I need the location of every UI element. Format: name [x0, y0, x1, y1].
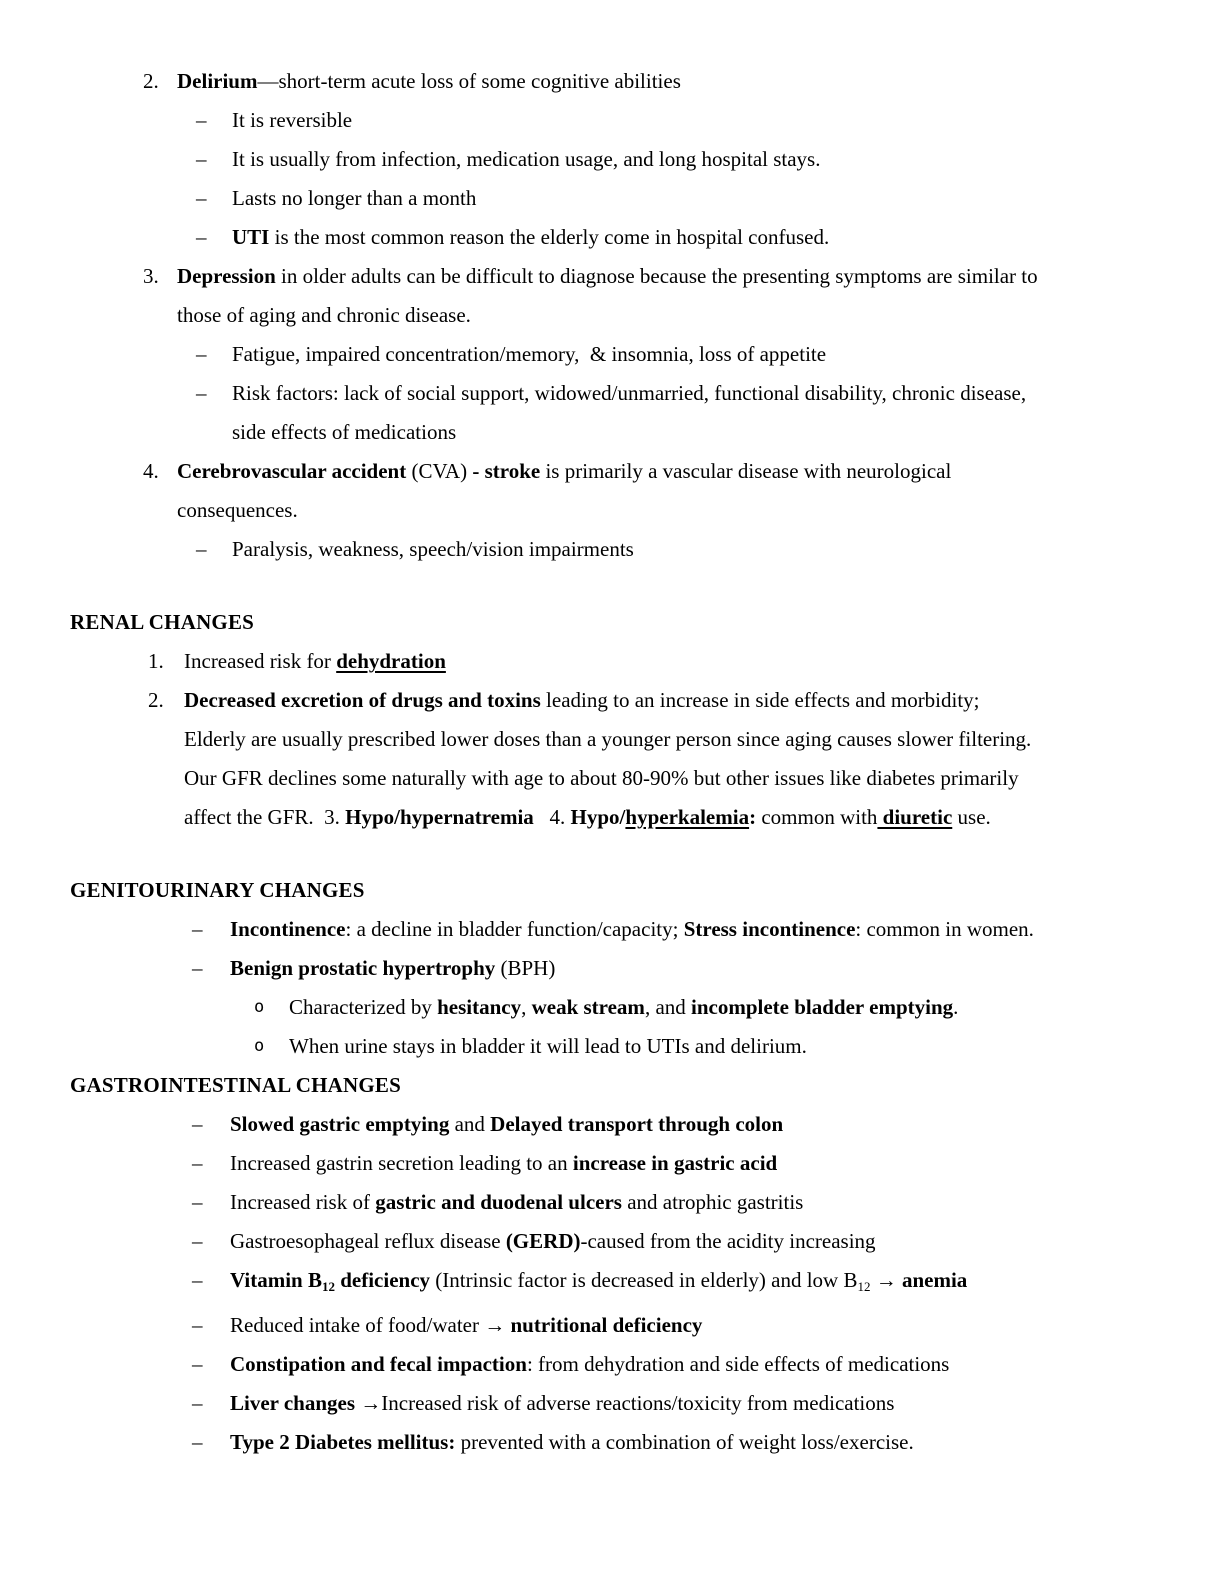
text-run: Decreased excretion of drugs and toxins: [184, 688, 541, 712]
text-run: Incontinence: [230, 917, 346, 941]
text-run: Depression: [177, 264, 276, 288]
text-run: prevented with a combination of weight loss/exercise.: [455, 1430, 914, 1454]
text-run: Vitamin B: [230, 1268, 322, 1292]
text-run: Lasts no longer than a month: [232, 186, 477, 210]
list-marker: –: [192, 1430, 203, 1454]
text-run: Liver changes: [230, 1391, 361, 1415]
text-run: dehydration: [336, 649, 446, 673]
text-run: diuretic: [877, 805, 953, 829]
text-run: consequences.: [177, 498, 298, 522]
text-run: .: [953, 995, 959, 1019]
bullet-item: [0, 1144, 1224, 1183]
wrapped-line: [0, 491, 1224, 530]
list-marker: –: [192, 1313, 203, 1337]
sub-bullet-item: [0, 1027, 1224, 1066]
text-run: →: [360, 1391, 382, 1415]
list-marker: –: [196, 342, 207, 366]
wrapped-line: [0, 413, 1224, 452]
text-run: →: [875, 1268, 897, 1292]
text-run: Hypo/: [570, 805, 626, 829]
bullet-item: [0, 335, 1224, 374]
text-run: nutritional deficiency: [510, 1313, 703, 1337]
text-run: is primarily a vascular disease with neurological: [540, 459, 952, 483]
text-run: weak stream: [531, 995, 645, 1019]
text-run: (Intrinsic factor is decreased in elderly) and low B: [430, 1268, 858, 1292]
text-run: Risk factors: lack of social support, widowed/unmarried, functional disability, chronic disease,: [232, 381, 1027, 405]
text-run: and atrophic gastritis: [621, 1190, 804, 1214]
text-run: When urine stays in bladder it will lead to UTIs and delirium.: [289, 1034, 807, 1058]
text-run: Hypo/hypernatremia: [345, 805, 534, 829]
list-marker: o: [254, 1036, 265, 1056]
text-run: Delirium: [177, 69, 258, 93]
text-run: →: [484, 1313, 506, 1337]
list-marker: –: [196, 537, 207, 561]
text-run: anemia: [901, 1268, 968, 1292]
text-run: incomplete bladder emptying: [691, 995, 954, 1019]
bullet-item: [0, 101, 1224, 140]
text-run: common with: [756, 805, 878, 829]
bullet-item: [0, 1261, 1224, 1306]
text-run: hesitancy: [437, 995, 522, 1019]
list-marker: –: [192, 917, 203, 941]
text-run: 4.: [533, 805, 571, 829]
numbered-list-item: [0, 62, 1224, 101]
text-run: Increased gastrin secretion leading to an: [230, 1151, 573, 1175]
text-run: increase in gastric acid: [572, 1151, 778, 1175]
list-marker: –: [196, 381, 207, 405]
text-run: gastric and duodenal ulcers: [375, 1190, 622, 1214]
text-run: : common in women.: [855, 917, 1034, 941]
text-run: : a decline in bladder function/capacity;: [345, 917, 684, 941]
section-heading: [0, 1066, 1224, 1105]
text-run: Constipation and fecal impaction: [230, 1352, 527, 1376]
list-marker: 2.: [148, 688, 164, 712]
text-run: Increased risk of adverse reactions/toxicity from medications: [381, 1391, 895, 1415]
list-marker: 2.: [143, 69, 159, 93]
bullet-item: [0, 140, 1224, 179]
text-run: - stroke: [472, 459, 541, 483]
text-run: those of aging and chronic disease.: [177, 303, 471, 327]
text-run: 12: [321, 1279, 335, 1294]
text-run: use.: [952, 805, 991, 829]
wrapped-line: [0, 798, 1224, 837]
list-marker: –: [192, 1229, 203, 1253]
bullet-item: [0, 1423, 1224, 1462]
list-marker: o: [254, 997, 265, 1017]
text-run: 12: [857, 1279, 871, 1294]
text-run: Stress incontinence: [683, 917, 856, 941]
text-run: Gastroesophageal reflux disease: [230, 1229, 506, 1253]
list-marker: 1.: [148, 649, 164, 673]
text-run: (CVA): [406, 459, 473, 483]
text-run: deficiency: [334, 1268, 431, 1292]
bullet-item: [0, 1105, 1224, 1144]
text-run: GENITOURINARY CHANGES: [70, 878, 365, 902]
text-run: hyperkalemia: [625, 805, 750, 829]
wrapped-line: [0, 720, 1224, 759]
text-run: Characterized by: [289, 995, 438, 1019]
bullet-item: [0, 1345, 1224, 1384]
text-run: Our GFR declines some naturally with age to about 80-90% but other issues like diabetes primarily: [184, 766, 1019, 790]
text-run: Slowed gastric emptying: [230, 1112, 450, 1136]
text-run: RENAL CHANGES: [70, 610, 255, 634]
bullet-item: [0, 910, 1224, 949]
bullet-item: [0, 1306, 1224, 1345]
text-run: Delayed transport through colon: [490, 1112, 784, 1136]
text-run: , and: [644, 995, 692, 1019]
wrapped-line: [0, 759, 1224, 798]
text-run: GASTROINTESTINAL CHANGES: [70, 1073, 401, 1097]
text-run: Cerebrovascular accident: [177, 459, 407, 483]
bullet-item: [0, 530, 1224, 569]
list-marker: –: [192, 1112, 203, 1136]
text-run: Increased risk for: [184, 649, 337, 673]
text-run: and: [449, 1112, 491, 1136]
section-heading: [0, 603, 1224, 642]
list-marker: –: [192, 1190, 203, 1214]
text-run: Paralysis, weakness, speech/vision impairments: [232, 537, 634, 561]
text-run: (GERD): [505, 1229, 581, 1253]
list-marker: 3.: [143, 264, 159, 288]
text-run: Elderly are usually prescribed lower doses than a younger person since aging causes slower filtering.: [184, 727, 1032, 751]
text-run: Fatigue, impaired concentration/memory, & insomnia, loss of appetite: [232, 342, 827, 366]
text-run: is the most common reason the elderly come in hospital confused.: [269, 225, 830, 249]
list-marker: –: [196, 225, 207, 249]
list-marker: –: [192, 1268, 203, 1292]
bullet-item: [0, 218, 1224, 257]
text-run: Increased risk of: [230, 1190, 376, 1214]
numbered-list-item: [0, 257, 1224, 296]
text-run: leading to an increase in side effects and morbidity;: [540, 688, 980, 712]
list-marker: –: [192, 1151, 203, 1175]
text-run: in older adults can be difficult to diagnose because the presenting symptoms are similar to: [275, 264, 1038, 288]
numbered-list-item: [0, 452, 1224, 491]
text-run: :: [749, 805, 757, 829]
list-marker: –: [196, 147, 207, 171]
text-run: ,: [521, 995, 532, 1019]
numbered-list-item: [0, 642, 1224, 681]
text-run: Reduced intake of food/water: [230, 1313, 485, 1337]
bullet-item: [0, 1384, 1224, 1423]
text-run: It is reversible: [232, 108, 353, 132]
text-run: Benign prostatic hypertrophy: [230, 956, 496, 980]
list-marker: –: [192, 1391, 203, 1415]
bullet-item: [0, 179, 1224, 218]
text-run: Type 2 Diabetes mellitus:: [230, 1430, 456, 1454]
numbered-list-item: [0, 681, 1224, 720]
list-marker: –: [192, 1352, 203, 1376]
sub-bullet-item: [0, 988, 1224, 1027]
text-run: affect the GFR. 3.: [184, 805, 346, 829]
text-run: UTI: [232, 225, 270, 249]
list-marker: –: [196, 108, 207, 132]
bullet-item: [0, 1183, 1224, 1222]
list-marker: –: [192, 956, 203, 980]
text-run: -caused from the acidity increasing: [580, 1229, 876, 1253]
list-marker: 4.: [143, 459, 159, 483]
bullet-item: [0, 949, 1224, 988]
list-marker: –: [196, 186, 207, 210]
bullet-item: [0, 374, 1224, 413]
section-heading: [0, 871, 1224, 910]
wrapped-line: [0, 296, 1224, 335]
text-run: (BPH): [495, 956, 556, 980]
text-run: It is usually from infection, medication usage, and long hospital stays.: [232, 147, 821, 171]
text-run: : from dehydration and side effects of medications: [526, 1352, 950, 1376]
text-run: side effects of medications: [232, 420, 457, 444]
text-run: —short-term acute loss of some cognitive abilities: [257, 69, 681, 93]
bullet-item: [0, 1222, 1224, 1261]
